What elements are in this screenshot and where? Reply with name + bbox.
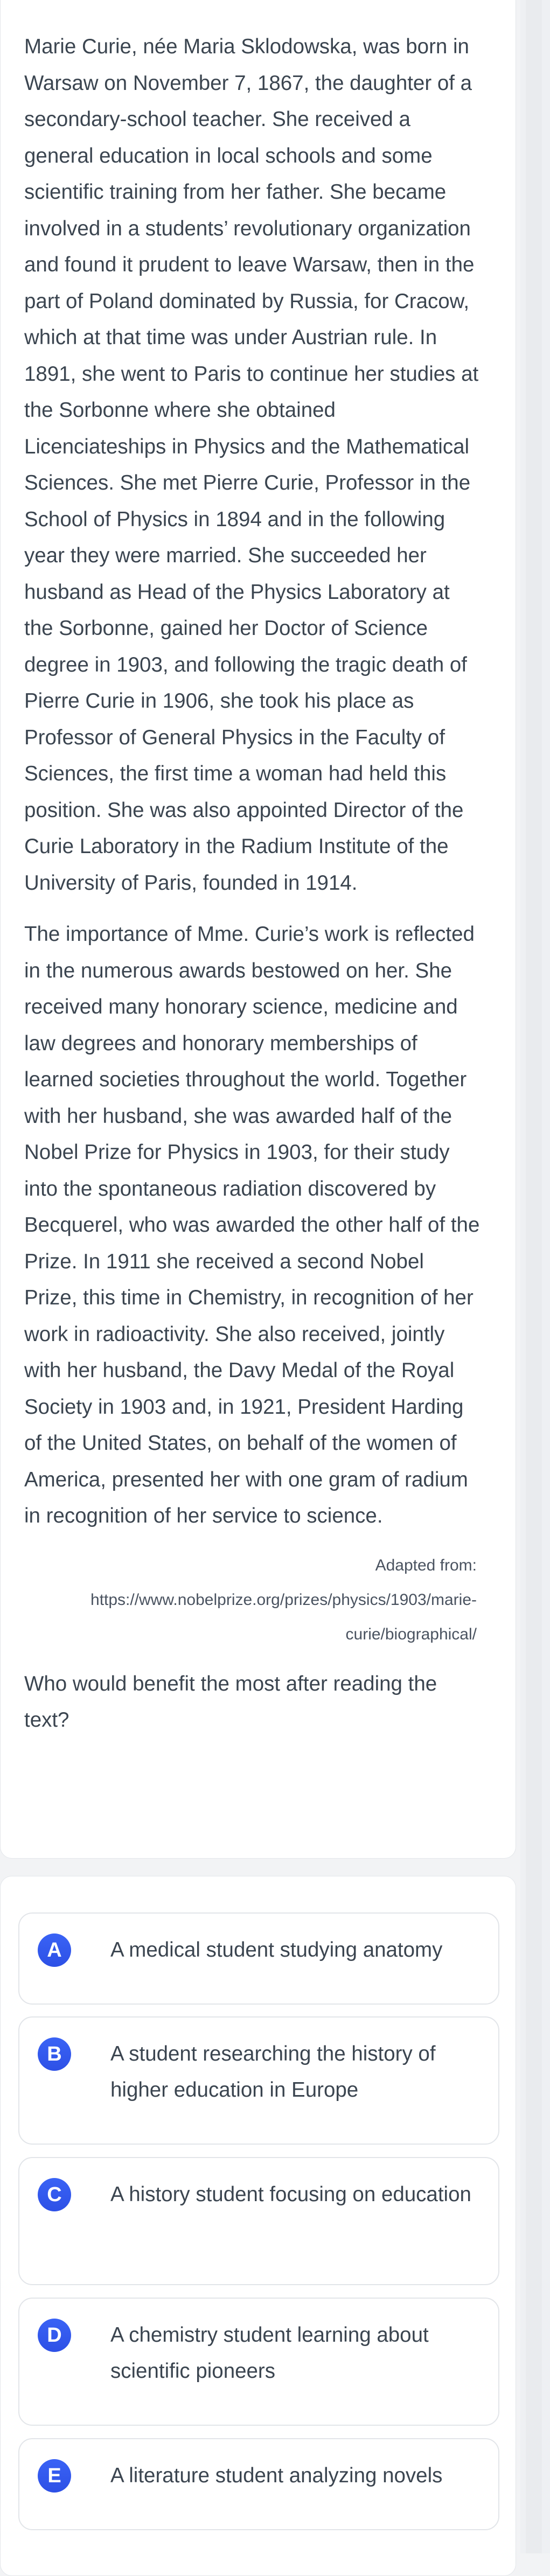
scrollbar-track[interactable] (520, 0, 550, 2553)
question-text: Who would benefit the most after reading the text? (24, 1672, 437, 1732)
source-label: Adapted from: (375, 1556, 477, 1574)
option-letter-badge: E (38, 2459, 71, 2493)
option-letter-badge: D (38, 2319, 71, 2352)
source-attribution (24, 1548, 477, 1652)
option-text: A chemistry student learning about scientific pioneers (110, 2323, 429, 2383)
option-text: A history student focusing on education (110, 2183, 471, 2206)
answer-options-card (0, 1876, 516, 2576)
passage-paragraph-2: The importance of Mme. Curie’s work is reflected in the numerous awards bestowed on her. She received many honorary science, medicine and law degrees and honorary memberships of learned societies throughout the world. Together with her husband, she was awarded half of the Nobel Prize for Physics in 1903, for their study into the spontaneous radiation discovered by Becquerel, who was awarded the other half of the Prize. In 1911 she received a second Nobel Prize, this time in Chemistry, in recognition of her work in radioactivity. She also received, jointly with her husband, the Davy Medal of the Royal Society in 1903 and, in 1921, President Harding of the United States, on behalf of the women of America, presented her with one gram of radium in recognition of her service to science. (24, 923, 480, 1527)
option-text: A student researching the history of higher education in Europe (110, 2042, 436, 2102)
answer-option-e[interactable] (18, 2438, 499, 2530)
passage-paragraph-1: Marie Curie, née Maria Sklodowska, was born in Warsaw on November 7, 1867, the daughter of a secondary-school teacher. She received a general education in local schools and some scientific training from her father. She became involved in a students’ revolutionary organization and found it prudent to leave Warsaw, then in the part of Poland dominated by Russia, for Cracow, which at that time was under Austrian rule. In 1891, she went to Paris to continue her studies at the Sorbonne where she obtained Licenciateships in Physics and the Mathematical Sciences. She met Pierre Curie, Professor in the School of Physics in 1894 and in the following year they were married. She succeeded her husband as Head of the Physics Laboratory at the Sorbonne, gained her Doctor of Science degree in 1903, and following the tragic death of Pierre Curie in 1906, she took his place as Professor of General Physics in the Faculty of Sciences, the first time a woman had held this position. She was also appointed Director of the Curie Laboratory in the Radium Institute of the University of Paris, founded in 1914. (24, 35, 479, 895)
option-letter-badge: A (38, 1933, 71, 1967)
option-letter-badge: B (38, 2037, 71, 2071)
source-url: https://www.nobelprize.org/prizes/physics/1903/marie-curie/biographical/ (90, 1590, 477, 1643)
option-letter-badge: C (38, 2178, 71, 2211)
option-text: A literature student analyzing novels (110, 2464, 443, 2487)
option-text: A medical student studying anatomy (110, 1938, 443, 1961)
answer-option-a[interactable] (18, 1912, 499, 2005)
answer-option-c[interactable] (18, 2157, 499, 2285)
scrollbar-strip[interactable] (526, 0, 542, 2553)
passage-body (24, 29, 482, 1739)
answer-option-b[interactable] (18, 2016, 499, 2145)
answer-option-d[interactable] (18, 2298, 499, 2426)
